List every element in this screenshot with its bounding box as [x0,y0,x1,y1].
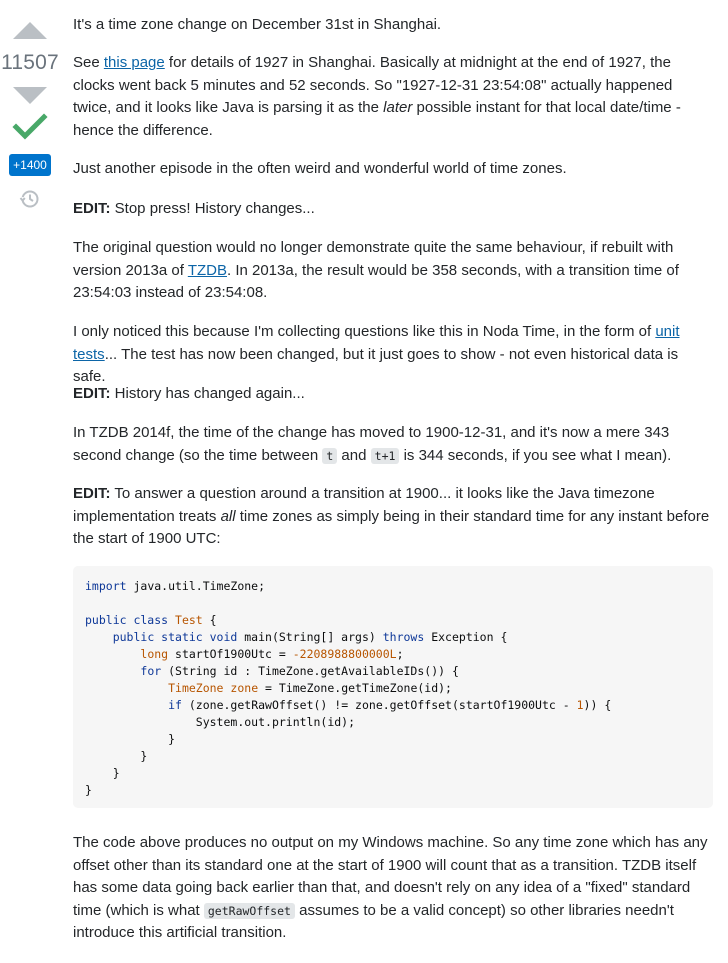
paragraph-6: I only noticed this because I'm collecting questions like this in Noda Time, in the form of unit tests... The test has now been changed, but it just goes to show - not even historical data is safe. [73,323,680,385]
unit-tests-link[interactable]: unit tests [73,323,680,363]
accepted-check-icon [12,112,48,142]
history-icon[interactable] [19,188,41,210]
paragraph-2: See this page for details of 1927 in Shanghai. Basically at midnight at the end of 1927, the clocks went back 5 minutes and 52 seconds. So "1927-12-31 23:54:08" actually happened twice, and it looks like Java is parsing it as the later possible instant for that local date/time - hence the difference. [73,54,681,139]
paragraph-1: It's a time zone change on December 31st in Shanghai. [73,16,442,33]
tzdb-link[interactable]: TZDB [187,261,227,279]
code-block[interactable]: import java.util.TimeZone; public class Test { public static void main(String[] args) throws Exception { long startOf1900Utc = -2208988800000L; for (String id : TimeZone.getAvailableIDs()) { TimeZone zone = TimeZone.getTimeZone(id); if (zone.getRawOffset() != zone.getOffset(startOf1900Utc - 1)) { System.out.println(id); } } } } [73,566,713,808]
paragraph-edit-2: EDIT: History has changed again... [73,385,305,402]
paragraph-edit-3: EDIT: To answer a question around a transition at 1900... it looks like the Java timezone implementation treats all time zones as simply being in their standard time for any instant before the start of 1900 UTC: [73,485,710,547]
paragraph-10: The code above produces no output on my Windows machine. So any time zone which has any offset other than its standard one at the start of 1900 will count that as a transition. TZDB itself has some data going back earlier than that, and doesn't rely on any idea of a "fixed" standard time (which is what getRawOffset assumes to be a valid concept) so other libraries needn't introduce this artificial transition. [73,834,708,941]
paragraph-8: In TZDB 2014f, the time of the change has moved to 1900-12-31, and it's now a mere 343 second change (so the time between t and t+1 is 344 seconds, if you see what I mean). [73,424,672,464]
vote-cell [0,10,60,210]
paragraph-3: Just another episode in the often weird and wonderful world of time zones. [73,160,567,177]
paragraph-edit-1: EDIT: Stop press! History changes... [73,200,315,217]
vote-count: 11507 [1,51,59,74]
downvote-arrow-icon[interactable] [13,87,47,104]
paragraph-5: The original question would no longer demonstrate quite the same behaviour, if rebuilt with version 2013a of TZDB. In 2013a, the result would be 358 seconds, with a transition time of 23:54:03 instead of 23:54:08. [73,239,679,301]
bounty-badge[interactable]: +1400 [9,154,51,176]
upvote-arrow-icon[interactable] [13,22,47,39]
inline-code-t: t [322,448,337,464]
this-page-link[interactable]: this page [103,54,165,71]
inline-code-t-plus-1: t+1 [371,448,400,464]
inline-code-getrawoffset: getRawOffset [204,903,295,919]
